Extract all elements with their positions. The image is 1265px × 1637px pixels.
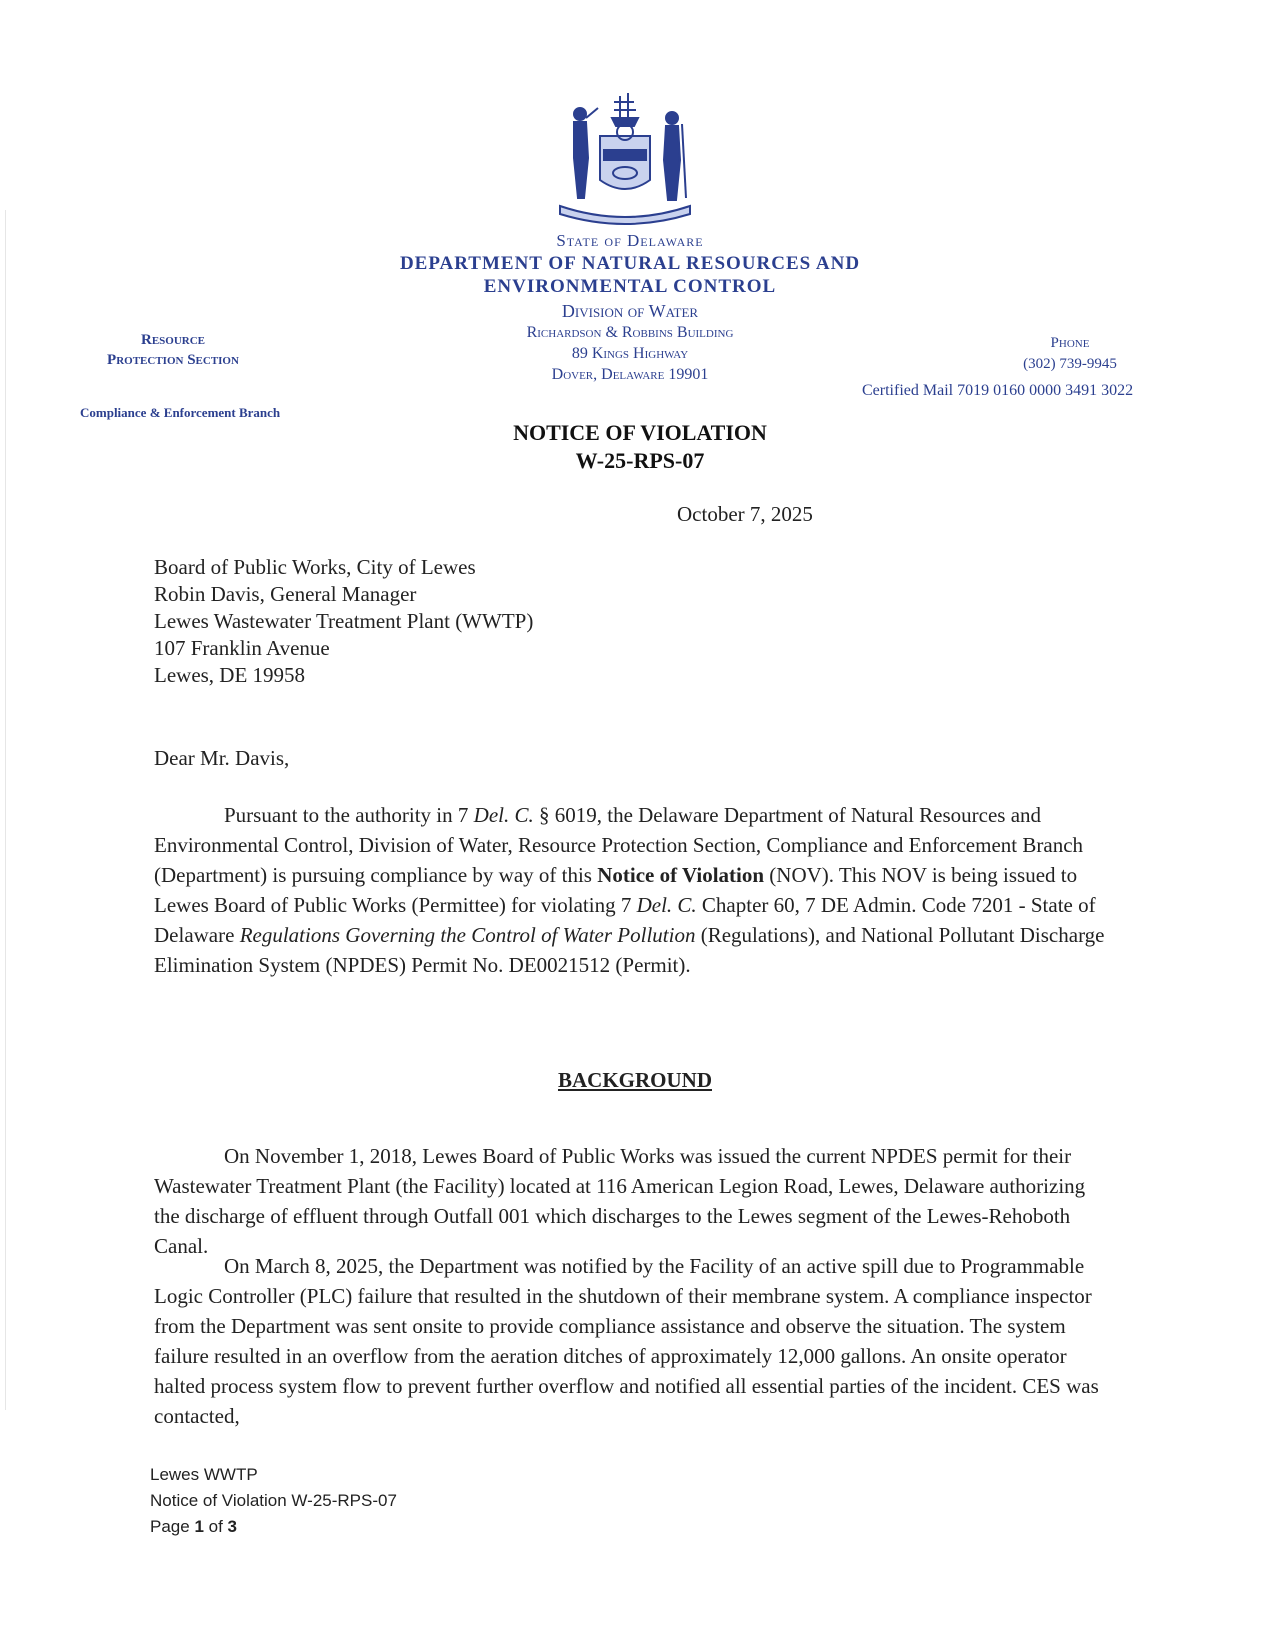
section-name-line2: Protection Section [107,352,239,368]
department-name-line1: DEPARTMENT OF NATURAL RESOURCES AND [399,253,861,274]
state-name: State of Delaware [556,231,704,250]
branch-name: Compliance & Enforcement Branch [80,405,281,420]
phone-label: Phone [1050,335,1090,351]
salutation: Dear Mr. Davis, [154,746,290,770]
footer-page-word: Page [150,1517,195,1536]
intro-text: § 6019, the Delaware Department of Natural Resources and Environmental Control, Division of Water, Resource Protection Section, Compliance and Enforcement Branch (Department) is pursuing compliance by way of this [154,803,1084,887]
background-paragraph-2: On March 8, 2025, the Department was notified by the Facility of an active spill due to Programmable Logic Controller (PLC) failure that resulted in the shutdown of their membrane system. A compliance inspector from the Department was sent onsite to provide compliance assistance and observe the situation. The system failure resulted in an overflow from the aeration ditches of approximately 12,000 gallons. An onsite operator halted process system flow to prevent further overflow and notified all essential parties of the incident. CES was contacted, [154,1254,1099,1428]
delaware-state-seal [550,88,700,228]
intro-citation: Del. C. [636,893,697,917]
recipient-line: Robin Davis, General Manager [154,582,417,606]
footer-facility: Lewes WWTP [150,1465,258,1484]
recipient-line: Board of Public Works, City of Lewes [154,555,476,579]
intro-text: (Regulations), and National Pollutant Discharge Elimination System (NPDES) Permit No. DE0021512 (Permit). [154,923,1105,977]
division-name: Division of Water [561,301,699,321]
notice-title: NOTICE OF VIOLATION [513,420,767,445]
footer-page-current: 1 [194,1517,204,1536]
recipient-line: Lewes Wastewater Treatment Plant (WWTP) [154,609,534,633]
footer-notice: Notice of Violation W-25-RPS-07 [150,1491,397,1510]
footer-page-number [150,1514,397,1540]
page-footer [150,1462,397,1540]
scan-edge-line [5,210,6,1410]
street-address: 89 Kings Highway [571,345,689,362]
city-address: Dover, Delaware 19901 [551,366,709,383]
phone-number: (302) 739-9945 [1023,356,1117,372]
department-name-line2: ENVIRONMENTAL CONTROL [483,276,777,297]
intro-citation: Del. C. [473,803,534,827]
intro-text: (NOV). This NOV is being issued to Lewes Board of Public Works (Permittee) for violating 7 [154,863,1078,917]
notice-number: W-25-RPS-07 [575,448,705,473]
intro-paragraph [154,800,1114,980]
letter-date: October 7, 2025 [677,502,813,526]
intro-text: Chapter 60, 7 DE Admin. Code 7201 - State of Delaware [154,893,1096,947]
footer-page-total: 3 [227,1517,237,1536]
intro-text: Pursuant to the authority in 7 [224,803,474,827]
certified-mail-number: Certified Mail 7019 0160 0000 3491 3022 [862,382,1134,399]
building-name: Richardson & Robbins Building [526,324,734,341]
section-name-line1: Resource [140,332,205,348]
intro-nov-bold: Notice of Violation [597,863,765,887]
background-heading: BACKGROUND [557,1068,712,1092]
recipient-line: Lewes, DE 19958 [154,663,306,687]
footer-of-word: of [203,1517,228,1536]
intro-regulations-title: Regulations Governing the Control of Water Pollution [239,923,696,947]
recipient-line: 107 Franklin Avenue [154,636,330,660]
recipient-address-block [154,554,533,689]
background-paragraph-1: On November 1, 2018, Lewes Board of Public Works was issued the current NPDES permit for their Wastewater Treatment Plant (the Facility) located at 116 American Legion Road, Lewes, Delaware authorizing the discharge of effluent through Outfall 001 which discharges to the Lewes segment of the Lewes-Rehoboth Canal. [154,1144,1086,1258]
